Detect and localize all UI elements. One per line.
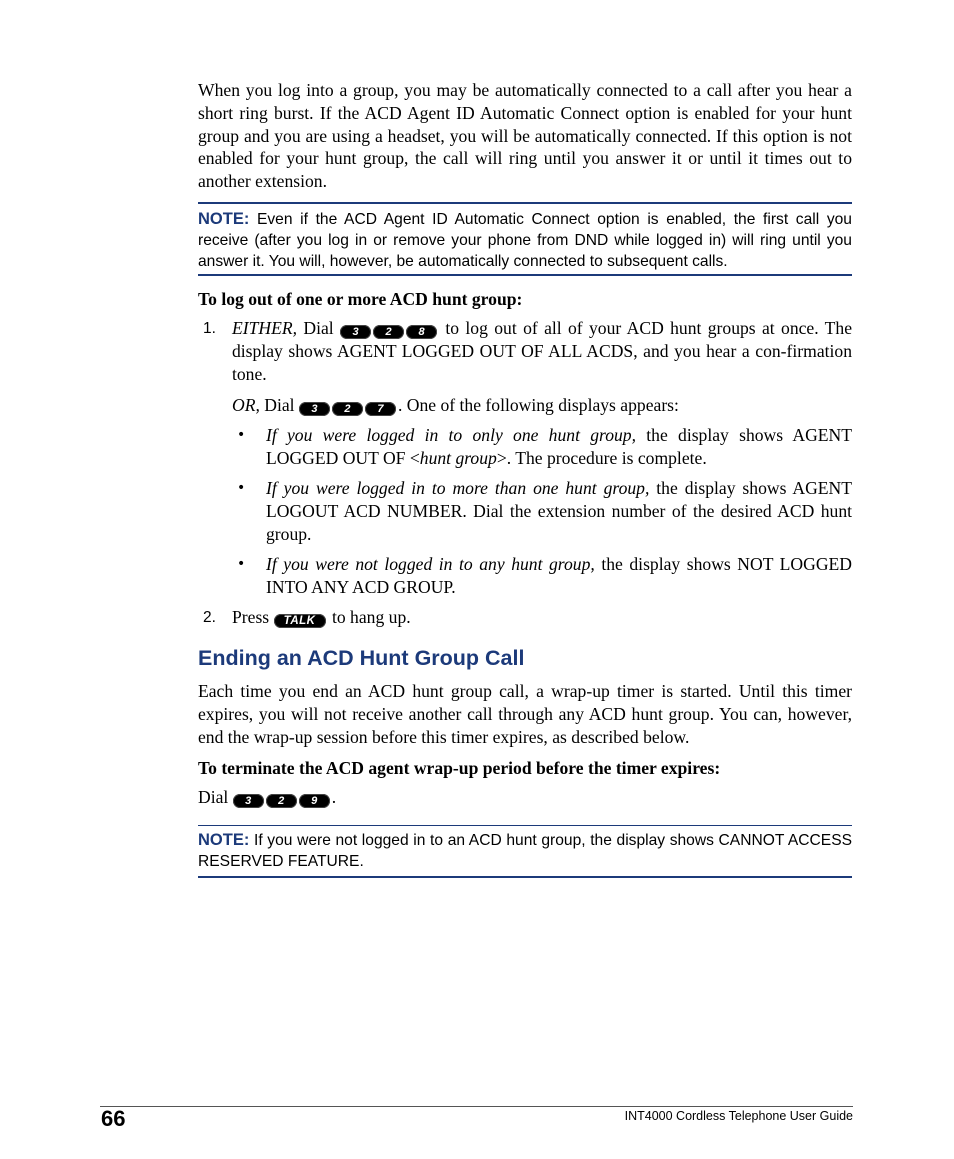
bullet-3-text xyxy=(266,553,852,599)
key-2-icon: 2 xyxy=(332,402,363,416)
section-heading: Ending an ACD Hunt Group Call xyxy=(198,646,525,670)
logout-procedure-heading: To log out of one or more ACD hunt group: xyxy=(198,289,523,309)
step-1-rest: to log out of all of your ACD hunt groups at once. The display shows AGENT LOGGED OUT OF ALL ACDS, and you hear a con-firmation tone. xyxy=(232,318,853,384)
bullet-icon: • xyxy=(237,480,246,496)
note-1-label: NOTE: xyxy=(198,210,250,228)
bullet-1-lead: If you were logged in to only one hunt group, xyxy=(266,425,637,445)
talk-key-icon: TALK xyxy=(274,614,326,628)
key-8-icon: 8 xyxy=(406,325,437,339)
or-dial: Dial xyxy=(264,395,295,415)
terminate-keys xyxy=(233,787,332,807)
key-9-icon: 9 xyxy=(299,794,330,808)
note-box-2 xyxy=(198,825,852,878)
note-2-text xyxy=(198,830,852,873)
bullet-3-body: the display shows NOT LOGGED INTO ANY ACD GROUP. xyxy=(266,554,852,597)
footer-title: INT4000 Cordless Telephone User Guide xyxy=(624,1109,853,1123)
note-box-1 xyxy=(198,202,852,276)
bullet-1-text xyxy=(266,424,852,470)
step-2-press: Press xyxy=(232,607,270,627)
terminate-dial-end: . xyxy=(331,787,337,807)
step-1-text xyxy=(232,317,852,385)
step-1-either: EITHER, xyxy=(232,318,297,338)
or-rest: . One of the following displays appears: xyxy=(397,395,679,415)
key-3-icon: 3 xyxy=(233,794,264,808)
step-1-number: 1. xyxy=(203,320,216,337)
bullet-3-lead: If you were not logged in to any hunt group, xyxy=(266,554,595,574)
terminate-dial-line xyxy=(198,786,852,809)
step-2-text xyxy=(232,606,852,629)
step-2-rest: to hang up. xyxy=(331,607,411,627)
step-1-dial: Dial xyxy=(303,318,334,338)
terminate-procedure-heading: To terminate the ACD agent wrap-up period before the timer expires: xyxy=(198,758,721,778)
key-3-icon: 3 xyxy=(340,325,371,339)
terminate-dial: Dial xyxy=(198,787,229,807)
note-2-label: NOTE: xyxy=(198,831,250,849)
bullet-2-lead: If you were logged in to more than one hunt group, xyxy=(266,478,650,498)
bullet-icon: • xyxy=(237,556,246,572)
bullet-1-text-b: >. The procedure is complete. xyxy=(496,447,707,468)
bullet-1-text-a: the display shows AGENT LOGGED OUT OF < xyxy=(266,425,852,468)
key-2-icon: 2 xyxy=(266,794,297,808)
bullet-icon: • xyxy=(237,427,246,443)
intro-paragraph: When you log into a group, you may be automatically connected to a call after you hear a short ring burst. If the ACD Agent ID Automatic Connect option is enabled for your hunt group and you are using a headset, you will be automatically connected. If this option is not enabled for your hunt group, the call will ring until you answer it or until it times out to another extension. xyxy=(198,80,852,192)
step-1-keys xyxy=(340,318,439,338)
or-keys xyxy=(299,395,398,415)
page-number: 66 xyxy=(101,1106,126,1131)
key-2-icon: 2 xyxy=(373,325,404,339)
section-paragraph: Each time you end an ACD hunt group call, a wrap-up timer is started. Until this timer expires, you will not receive another call through any ACD hunt group. You can, however, end the wrap-up session before this timer expires, as described below. xyxy=(198,681,852,747)
key-3-icon: 3 xyxy=(299,402,330,416)
note-1-text xyxy=(198,209,852,272)
footer-divider xyxy=(100,1106,853,1107)
or-label: OR, xyxy=(232,395,260,415)
bullet-2-text xyxy=(266,477,852,545)
step-2-number: 2. xyxy=(203,609,216,626)
bullet-2-body: the display shows AGENT LOGOUT ACD NUMBER. Dial the extension number of the desired ACD hunt group. xyxy=(266,478,852,544)
or-line xyxy=(232,394,852,417)
bullet-1-ital: hunt group xyxy=(419,447,497,468)
key-7-icon: 7 xyxy=(365,402,396,416)
note-2-body: If you were not logged in to an ACD hunt group, the display shows CANNOT ACCESS RESERVED FEATURE. xyxy=(198,832,852,870)
note-1-body: Even if the ACD Agent ID Automatic Connect option is enabled, the first call you receive (after you log in or remove your phone from DND while logged in) will ring until you answer it. You will, however, be automatically connected to subsequent calls. xyxy=(198,211,852,270)
